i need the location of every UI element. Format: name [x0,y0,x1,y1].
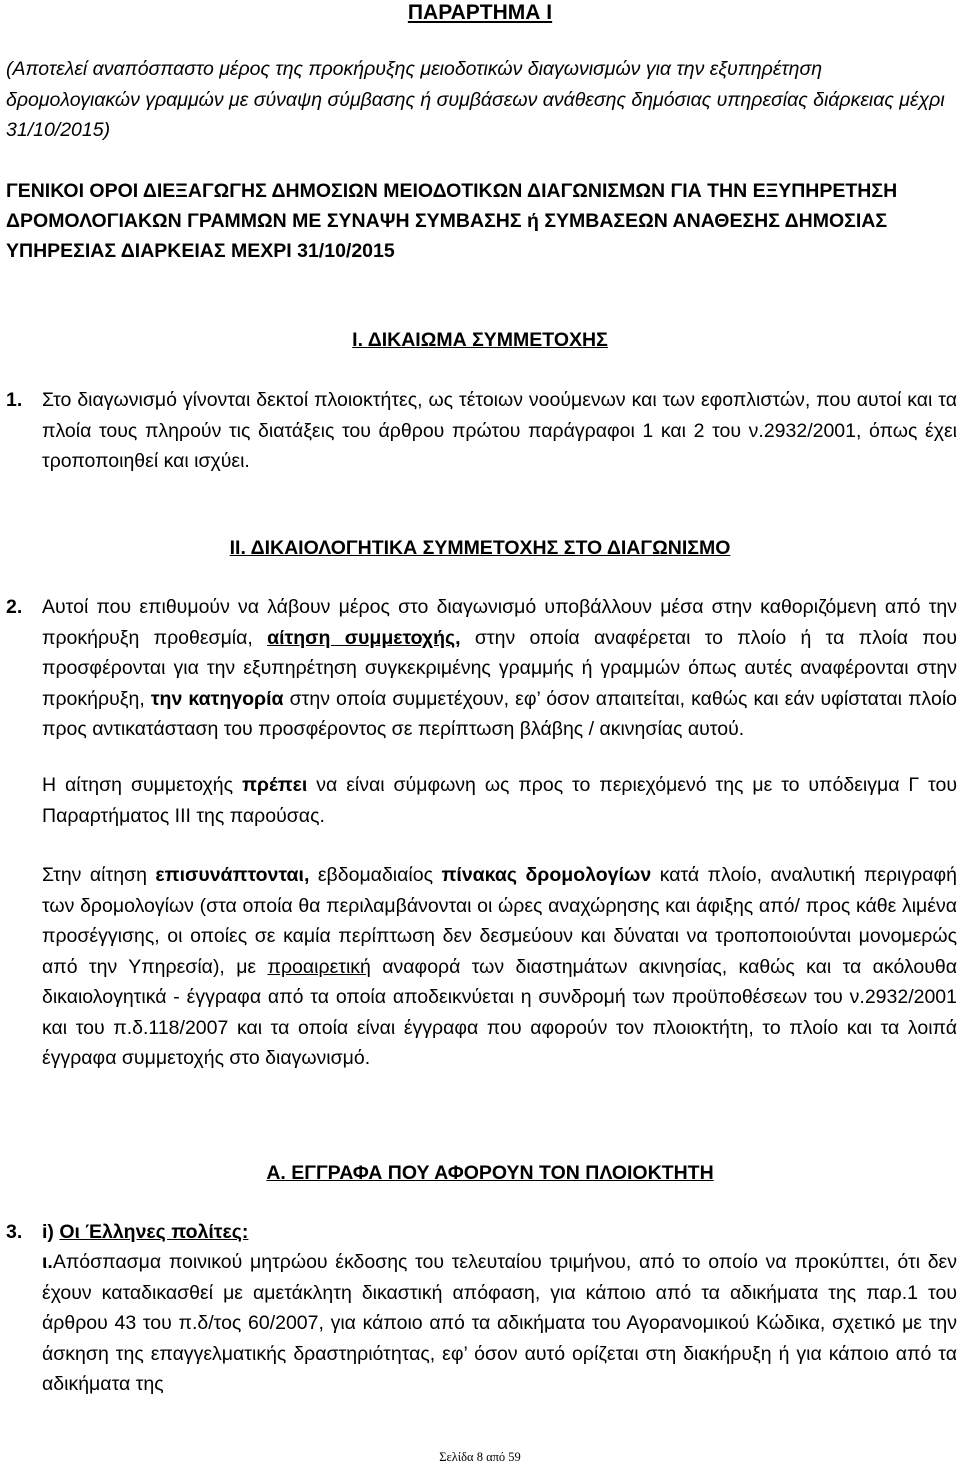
paragraph-3-number: 3. [6,1221,23,1243]
paragraph-1-number: 1. [6,389,23,411]
paragraph-2b [42,770,957,831]
p2-text-e: στην οποία συμμετέχουν, εφ’ όσον απαιτείται, καθώς και εάν υφίσταται πλοίο προς αντικατάσταση του προσφέροντος σε περίπτωση βλάβης / ακινησίας αυτού. [42,687,958,740]
paragraph-1 [6,385,957,477]
category-term: την κατηγορία [150,687,284,710]
section-2-heading: ΙΙ. ΔΙΚΑΙΟΛΟΓΗΤΙΚΑ ΣΥΜΜΕΤΟΧΗΣ ΣΤΟ ΔΙΑΓΩΝΙΣΜΟ [229,537,731,559]
paragraph-2-number: 2. [6,596,23,618]
p2b-text-a: Η αίτηση συμμετοχής [42,774,242,796]
section-1-prefix: Ι. [352,329,368,351]
page-footer: Σελίδα 8 από 59 [439,1450,521,1464]
sub-item-label: ι. [42,1251,53,1273]
greek-citizens-title: Οι Έλληνες πολίτες: [59,1221,249,1243]
optional-term: προαιρετική [267,955,371,978]
paragraph-3 [6,1217,957,1248]
paragraph-3-sub [42,1247,957,1400]
p2-text-c: στην οποία αναφέρεται το πλοίο ή τα πλοία που προσφέρονται για την εξυπηρέτηση συγκεκριμένης γραμμής ή γραμμών όπως αυτές αναφέρονται στην προκήρυξη, [42,626,957,710]
attached-term: επισυνάπτονται, [155,864,310,886]
page-title: ΠΑΡΑΡΤΗΜΑ Ι [407,1,553,24]
application-term: αίτηση συμμετοχής, [267,626,461,649]
p2c-text-g: αναφορά των διαστημάτων ακινησίας, καθώς και τα ακόλουθα δικαιολογητικά - έγγραφα από τα οποία αποδεικνύεται η συνδρομή των προϋποθέσεων του ν.2932/2001 και του π.δ.118/2007 και τα οποία είναι έγγραφα που αφορούν τον πλοιοκτήτη, το πλοίο και τα λοιπά έγγραφα συμμετοχής στο διαγωνισμό. [42,955,958,1069]
p2c-text-e: κατά πλοίο, αναλυτική περιγραφή των δρομολογίων (στα οποία θα περιλαμβάνονται οι ώρες αναχώρησης και άφιξης από/ προς κάθε λιμένα προσέγγισης, οι οποίες σε καμία περίπτωση δεν δεσμεύουν και δύναται να τροποποιούνται μονομερώς από την Υπηρεσία), με [42,864,957,978]
item-i-label: i) [42,1221,60,1243]
section-1-heading [0,327,960,353]
p2c-text-c: εβδομαδιαίος [309,864,442,886]
p2-text-a: Αυτοί που επιθυμούν να λάβουν μέρος στο διαγωνισμό υποβάλλουν μέσα στην καθοριζόμενη από την προκήρυξη προθεσμία, [42,596,957,649]
paragraph-1-text: Στο διαγωνισμό γίνονται δεκτοί πλοιοκτήτες, ως τέτοιων νοούμενων και των εφοπλιστών, που αυτοί και τα πλοία τους πληρούν τις διατάξεις του άρθρου πρώτου παράγραφοι 1 και 2 του ν.2932/2001, όπως έχει τροποποιηθεί και ισχύει. [42,389,957,472]
schedule-table-term: πίνακας δρομολογίων [441,864,652,886]
sub-item-text: Απόσπασμα ποινικού μητρώου έκδοσης του τελευταίου τριμήνου, από το οποίο να προκύπτει, ότι δεν έχουν καταδικασθεί με αμετάκλητη δικαστική απόφαση, για κάποιο από τα αδικήματα της παρ.1 του άρθρου 43 του π.δ/τος 60/2007, για κάποιο από τα αδικήματα του Αγορανομικού Κώδικα, σχετικό με την άσκηση της επαγγελματικής δραστηριότητας, εφ’ όσον αυτό ορίζεται στη διακήρυξη ή για κάποιο από τα αδικήματα της [42,1251,957,1395]
p2c-text-a: Στην αίτηση [42,864,156,886]
section-1-title: ΔΙΚΑΙΩΜΑ ΣΥΜΜΕΤΟΧΗΣ [367,329,608,351]
paragraph-2c [42,860,957,1074]
must-term: πρέπει [241,774,308,796]
p2b-text-c: να είναι σύμφωνη ως προς το περιεχόμενό της με το υπόδειγμα Γ του Παραρτήματος ΙΙΙ της παρούσας. [42,774,957,827]
paragraph-2 [6,592,958,745]
section-a-heading: Α. ΕΓΓΡΑΦΑ ΠΟΥ ΑΦΟΡΟΥΝ ΤΟΝ ΠΛΟΙΟΚΤΗΤΗ [266,1162,714,1184]
intro-paragraph: (Αποτελεί αναπόσπαστο μέρος της προκήρυξης μειοδοτικών διαγωνισμών για την εξυπηρέτηση δρομολογιακών γραμμών με σύναψη σύμβασης ή συμβάσεων ανάθεσης δημόσιας υπηρεσίας διάρκειας μέχρι 31/10/2015) [6,58,945,141]
general-terms-heading: ΓΕΝΙΚΟΙ ΟΡΟΙ ΔΙΕΞΑΓΩΓΗΣ ΔΗΜΟΣΙΩΝ ΜΕΙΟΔΟΤΙΚΩΝ ΔΙΑΓΩΝΙΣΜΩΝ ΓΙΑ ΤΗΝ ΕΞΥΠΗΡΕΤΗΣΗ ΔΡΟΜΟΛΟΓΙΑΚΩΝ ΓΡΑΜΜΩΝ ΜΕ ΣΥΝΑΨΗ ΣΥΜΒΑΣΗΣ ή ΣΥΜΒΑΣΕΩΝ ΑΝΑΘΕΣΗΣ ΔΗΜΟΣΙΑΣ ΥΠΗΡΕΣΙΑΣ ΔΙΑΡΚΕΙΑΣ ΜΕΧΡΙ 31/10/2015 [6,180,898,262]
